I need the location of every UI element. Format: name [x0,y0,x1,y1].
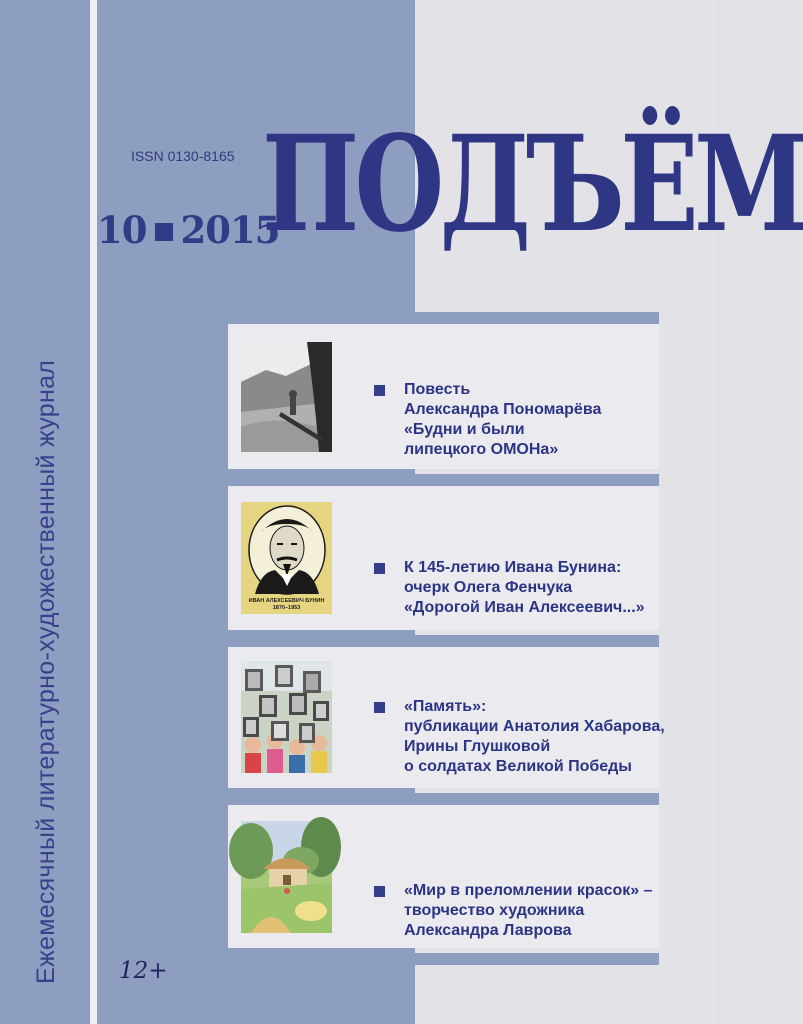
omon-soldier-photo [241,342,332,452]
issue-number-value: 10 [97,208,147,252]
portrait-caption-years: 1870–1953 [272,605,301,611]
article-title [404,881,652,941]
article-panel [228,647,665,788]
article-line: о солдатах Великой Победы [404,758,632,775]
divider-band [228,312,659,324]
divider-band [228,953,659,965]
landscape-painting [241,821,332,933]
bullet-square-icon [374,563,385,574]
article-line: «Память»: [404,698,487,715]
issue-year: 2015 [180,208,280,252]
age-rating: 12+ [119,958,168,984]
divider-band [228,635,659,647]
article-line: Повесть [404,381,471,398]
square-separator-icon [155,223,173,241]
bullet-square-icon [374,702,385,713]
article-line: Александра Пономарёва [404,401,602,418]
bullet-square-icon [374,385,385,396]
article-line: очерк Олега Фенчука [404,579,573,596]
article-line: липецкого ОМОНа» [404,441,559,458]
issn-number: ISSN 0130-8165 [131,148,235,164]
article-line: публикации Анатолия Хабарова, [404,718,665,735]
portrait-caption [241,598,332,612]
magazine-tagline: Ежемесячный литературно-художественный журнал [32,359,60,984]
article-title [404,697,665,777]
article-line: «Будни и были [404,421,525,438]
article-line: Ирины Глушковой [404,738,551,755]
article-panel [228,324,659,469]
article-panel [228,486,659,630]
article-line: творчество художника [404,902,585,919]
divider-band [228,793,659,805]
light-stripe [90,0,97,1024]
bunin-portrait [241,502,332,614]
article-line: Александра Лаврова [404,922,572,939]
article-title [404,558,645,618]
article-line: К 145-летию Ивана Бунина: [404,559,622,576]
portrait-caption-name: ИВАН АЛЕКСЕЕВИЧ БУНИН [248,598,325,604]
article-panel [228,805,659,948]
article-line: «Мир в преломлении красок» – [404,882,653,899]
article-line: «Дорогой Иван Алексеевич...» [404,599,645,616]
magazine-title: ПОДЪЁМ [262,107,803,262]
bullet-square-icon [374,886,385,897]
immortal-regiment-photo [241,661,332,773]
issue-number [97,208,279,252]
article-title [404,380,601,460]
divider-band [228,474,659,486]
